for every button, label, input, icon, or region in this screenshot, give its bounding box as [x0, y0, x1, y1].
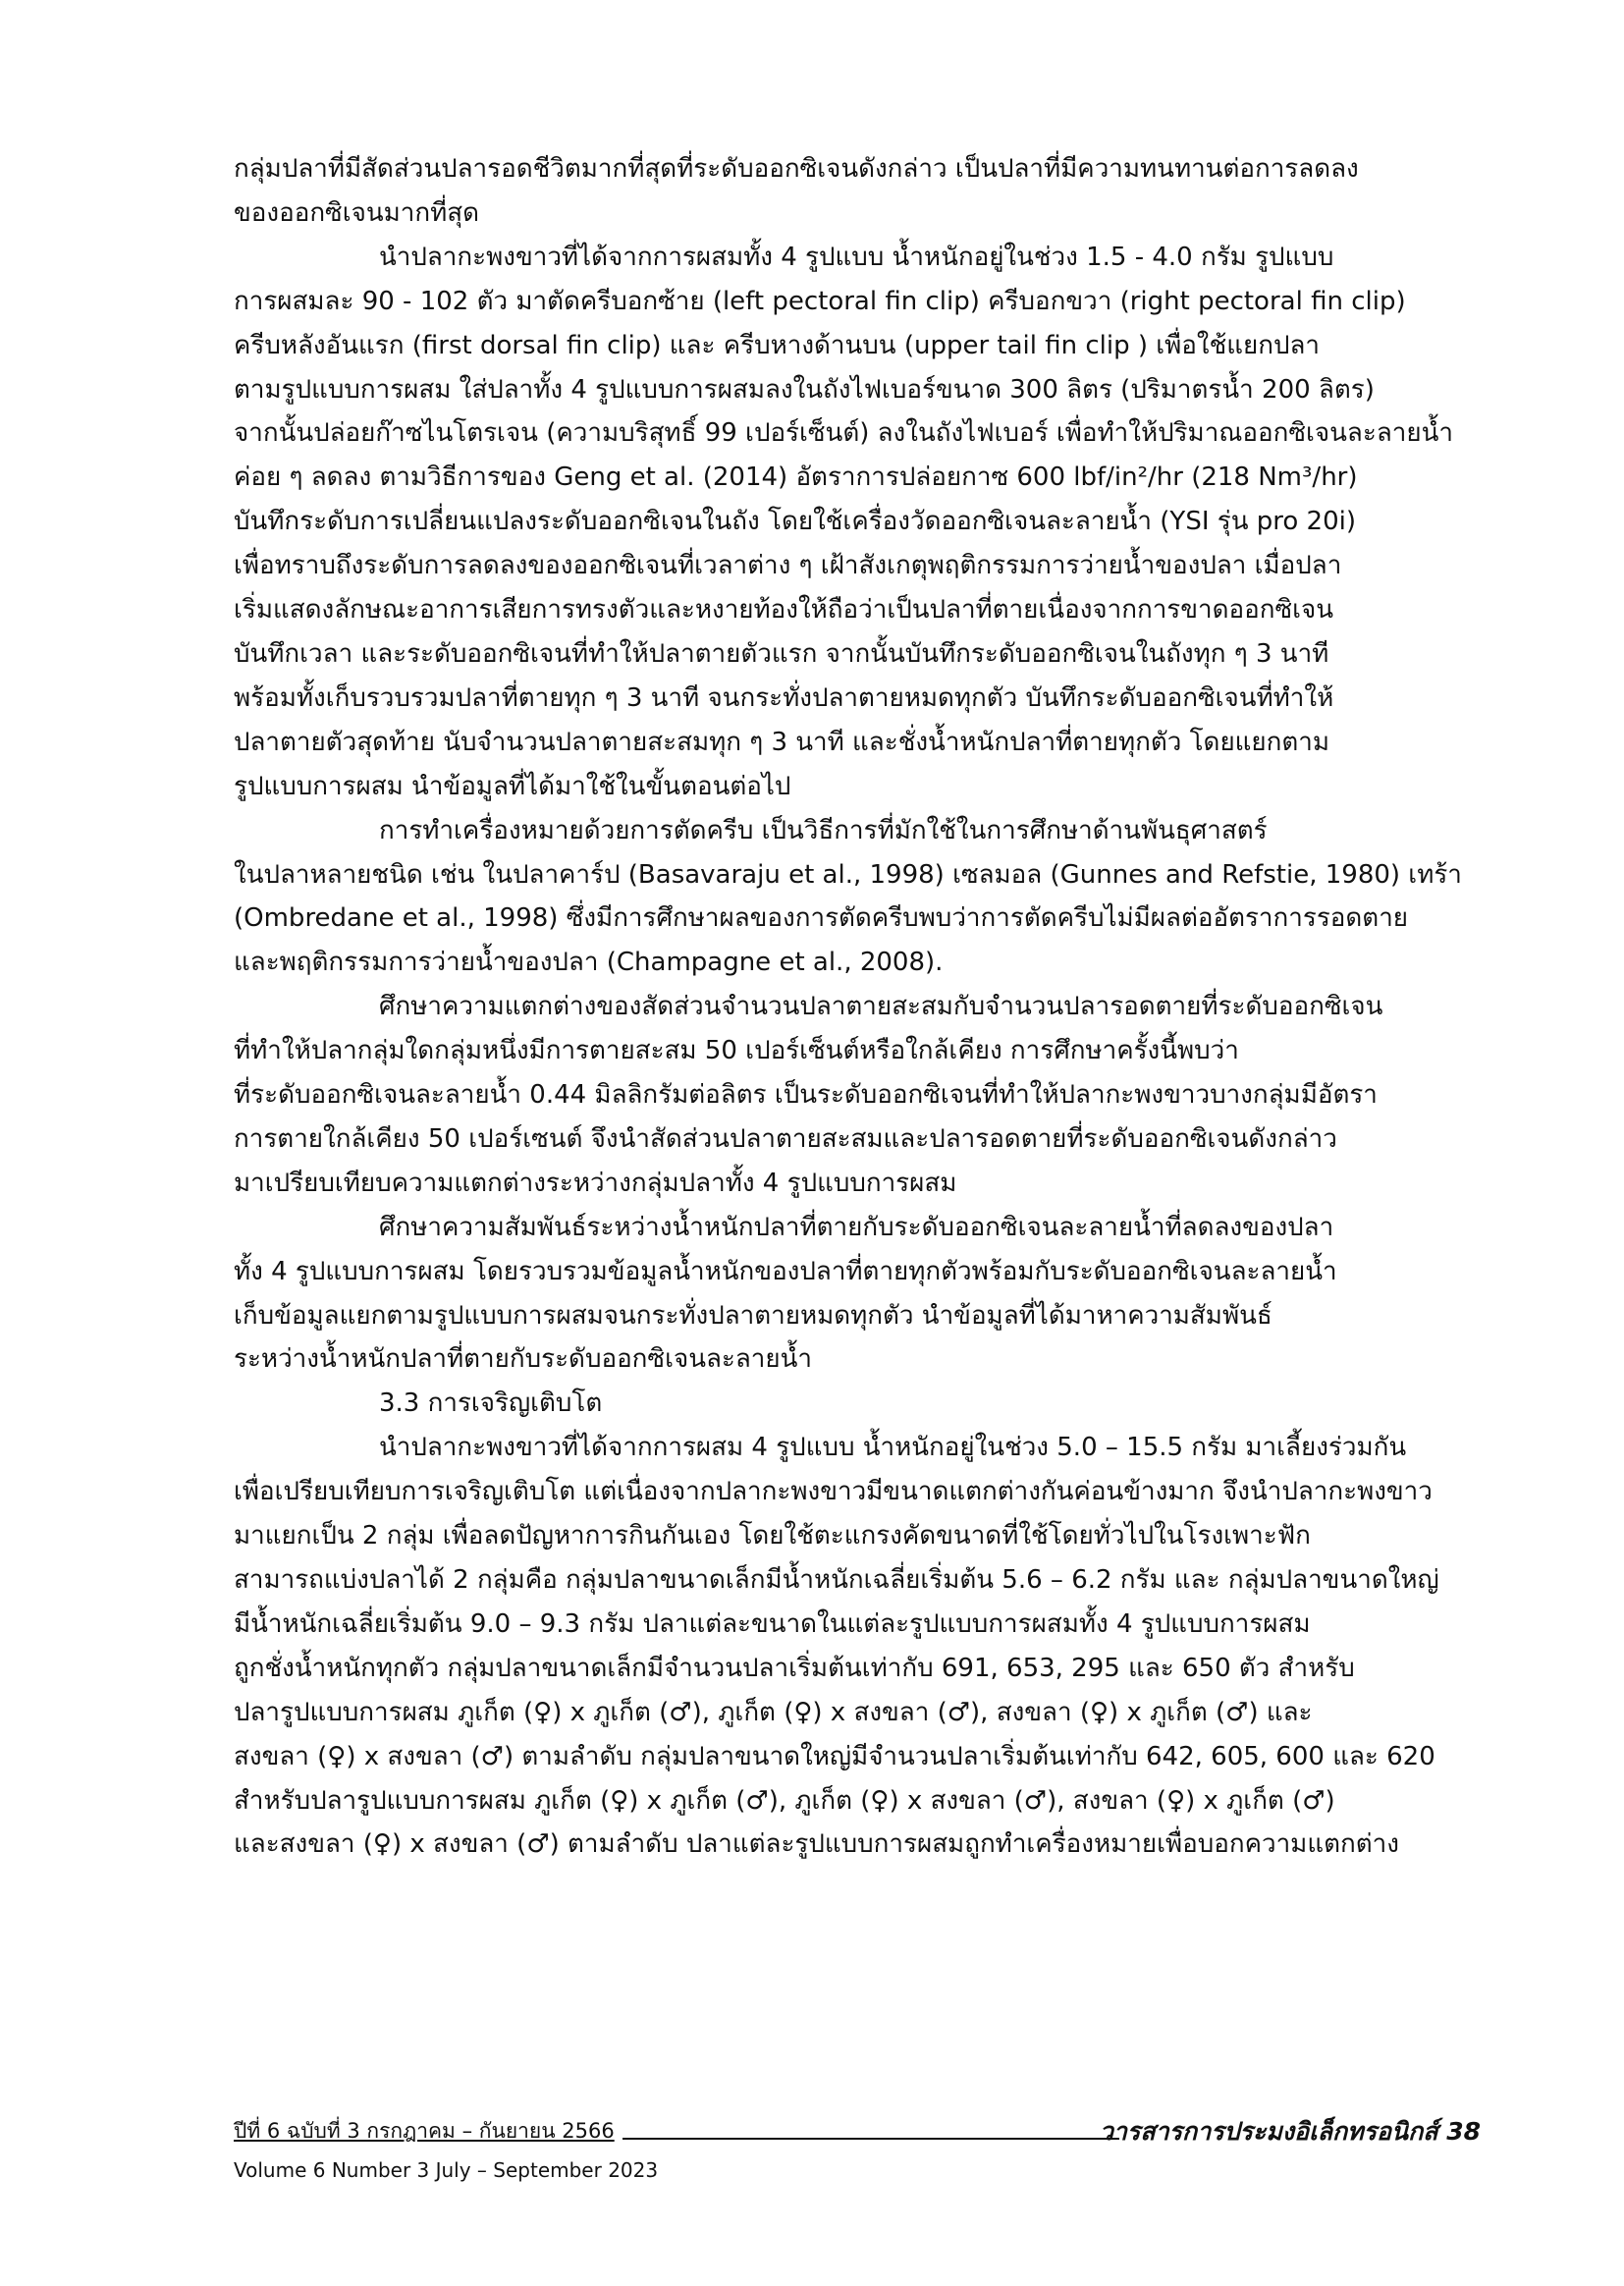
- footer-row: [234, 2115, 1481, 2154]
- text-line: ค่อย ๆ ลดลง ตามวิธีการของ Geng et al. (2014) อัตราการปล่อยกาซ 600 lbf/in²/hr (218 Nm³/hr): [234, 463, 1358, 493]
- text-line: มีน้ำหนักเฉลี่ยเริ่มต้น 9.0 – 9.3 กรัม ปลาแต่ละขนาดในแต่ละรูปแบบการผสมทั้ง 4 รูปแบบการผสม: [234, 1608, 1311, 1639]
- text-line: ของออกซิเจนมากที่สุด: [234, 197, 479, 228]
- text-line: สามารถแบ่งปลาได้ 2 กลุ่มคือ กลุ่มปลาขนาดเล็กมีน้ำหนักเฉลี่ยเริ่มต้น 5.6 – 6.2 กรัม และ กลุ่มปลาขนาดใหญ่: [234, 1565, 1439, 1595]
- text-line: การทำเครื่องหมายด้วยการตัดครีบ เป็นวิธีการที่มักใช้ในการศึกษาด้านพันธุศาสตร์: [379, 815, 1268, 845]
- text-line: กลุ่มปลาที่มีสัดส่วนปลารอดชีวิตมากที่สุดที่ระดับออกซิเจนดังกล่าว เป็นปลาที่มีความทนทานต่อการลดลง: [234, 154, 1359, 184]
- text-line: และสงขลา (♀) x สงขลา (♂) ตามลำดับ ปลาแต่ละรูปแบบการผสมถูกทำเครื่องหมายเพื่อบอกความแตกต่าง: [234, 1829, 1399, 1860]
- text-line: มาเปรียบเทียบความแตกต่างระหว่างกลุ่มปลาทั้ง 4 รูปแบบการผสม: [234, 1168, 957, 1198]
- text-line: รูปแบบการผสม นำข้อมูลที่ได้มาใช้ในขั้นตอนต่อไป: [234, 771, 791, 801]
- text-line: เพื่อเปรียบเทียบการเจริญเติบโต แต่เนื่องจากปลากะพงขาวมีขนาดแตกต่างกันค่อนข้างมาก จึงนำปลากะพงขาว: [234, 1477, 1433, 1507]
- text-line: เก็บข้อมูลแยกตามรูปแบบการผสมจนกระทั่งปลาตายหมดทุกตัว นำข้อมูลที่ได้มาหาความสัมพันธ์: [234, 1300, 1272, 1331]
- footer-divider: [623, 2138, 1119, 2140]
- text-line: และพฤติกรรมการว่ายน้ำของปลา (Champagne et al., 2008).: [234, 948, 944, 978]
- text-line: นำปลากะพงขาวที่ได้จากการผสมทั้ง 4 รูปแบบ น้ำหนักอยู่ในช่วง 1.5 - 4.0 กรัม รูปแบบ: [379, 242, 1334, 272]
- paragraph: [234, 1206, 1481, 1383]
- text-line: พร้อมทั้งเก็บรวบรวมปลาที่ตายทุก ๆ 3 นาที จนกระทั่งปลาตายหมดทุกตัว บันทึกระดับออกซิเจนที่ทำให้: [234, 682, 1334, 713]
- section-heading: 3.3 การเจริญเติบโต: [379, 1388, 603, 1419]
- text-line: ทั้ง 4 รูปแบบการผสม โดยรวบรวมข้อมูลน้ำหนักของปลาที่ตายทุกตัวพร้อมกับระดับออกซิเจนละลายน้ำ: [234, 1256, 1337, 1286]
- text-line: ถูกชั่งน้ำหนักทุกตัว กลุ่มปลาขนาดเล็กมีจำนวนปลาเริ่มต้นเท่ากับ 691, 653, 295 และ 650 ตัว สำหรับ: [234, 1653, 1355, 1683]
- text-line: (Ombredane et al., 1998) ซึ่งมีการศึกษาผลของการตัดครีบพบว่าการตัดครีบไม่มีผลต่ออัตราการรอดตาย: [234, 903, 1409, 934]
- text-line: บันทึกเวลา และระดับออกซิเจนที่ทำให้ปลาตายตัวแรก จากนั้นบันทึกระดับออกซิเจนในถังทุก ๆ 3 นาที: [234, 638, 1329, 669]
- text-line: ศึกษาความสัมพันธ์ระหว่างน้ำหนักปลาที่ตายกับระดับออกซิเจนละลายน้ำที่ลดลงของปลา: [379, 1212, 1334, 1242]
- text-line: การผสมละ 90 - 102 ตัว มาตัดครีบอกซ้าย (left pectoral fin clip) ครีบอกขวา (right pectoral fin clip): [234, 286, 1406, 316]
- text-line: ครีบหลังอันแรก (first dorsal fin clip) และ ครีบหางด้านบน (upper tail fin clip ) เพื่อใช้แยกปลา: [234, 330, 1321, 360]
- text-line: สงขลา (♀) x สงขลา (♂) ตามลำดับ กลุ่มปลาขนาดใหญ่มีจำนวนปลาเริ่มต้นเท่ากับ 642, 605, 600 และ 620: [234, 1741, 1435, 1771]
- paragraph: [234, 147, 1481, 236]
- text-line: ปลารูปแบบการผสม ภูเก็ต (♀) x ภูเก็ต (♂), ภูเก็ต (♀) x สงขลา (♂), สงขลา (♀) x ภูเก็ต (♂) และ: [234, 1697, 1313, 1727]
- text-line: เริ่มแสดงลักษณะอาการเสียการทรงตัวและหงายท้องให้ถือว่าเป็นปลาที่ตายเนื่องจากการขาดออกซิเจน: [234, 595, 1334, 626]
- paragraph: [234, 1426, 1481, 1867]
- text-line: ระหว่างน้ำหนักปลาที่ตายกับระดับออกซิเจนละลายน้ำ: [234, 1344, 812, 1375]
- paragraph: [234, 985, 1481, 1206]
- text-line: เพื่อทราบถึงระดับการลดลงของออกซิเจนที่เวลาต่าง ๆ เฝ้าสังเกตุพฤติกรรมการว่ายน้ำของปลา เมื่อปลา: [234, 551, 1342, 581]
- paragraph: [234, 236, 1481, 809]
- body-text: [234, 147, 1481, 1867]
- text-line: ศึกษาความแตกต่างของสัดส่วนจำนวนปลาตายสะสมกับจำนวนปลารอดตายที่ระดับออกซิเจน: [379, 992, 1383, 1022]
- text-line: บันทึกระดับการเปลี่ยนแปลงระดับออกซิเจนในถัง โดยใช้เครื่องวัดออกซิเจนละลายน้ำ (YSI รุ่น pro 20i): [234, 507, 1356, 537]
- text-line: การตายใกล้เคียง 50 เปอร์เซนต์ จึงนำสัดส่วนปลาตายสะสมและปลารอดตายที่ระดับออกซิเจนดังกล่าว: [234, 1123, 1337, 1154]
- text-line: จากนั้นปล่อยก๊าซไนโตรเจน (ความบริสุทธิ์ 99 เปอร์เซ็นต์) ลงในถังไฟเบอร์ เพื่อทำให้ปริมาณออกซิเจนละลายน้ำ: [234, 418, 1453, 449]
- issue-info-english: Volume 6 Number 3 July – September 2023: [234, 2158, 659, 2182]
- text-line: นำปลากะพงขาวที่ได้จากการผสม 4 รูปแบบ น้ำหนักอยู่ในช่วง 5.0 – 15.5 กรัม มาเลี้ยงร่วมกัน: [379, 1433, 1407, 1463]
- text-line: มาแยกเป็น 2 กลุ่ม เพื่อลดปัญหาการกินกันเอง โดยใช้ตะแกรงคัดขนาดที่ใช้โดยทั่วไปในโรงเพาะฟัก: [234, 1521, 1311, 1551]
- text-line: ตามรูปแบบการผสม ใส่ปลาทั้ง 4 รูปแบบการผสมลงในถังไฟเบอร์ขนาด 300 ลิตร (ปริมาตรน้ำ 200 ลิตร): [234, 374, 1375, 405]
- text-line: ที่ทำให้ปลากลุ่มใดกลุ่มหนึ่งมีการตายสะสม 50 เปอร์เซ็นต์หรือใกล้เคียง การศึกษาครั้งนี้พบว่า: [234, 1036, 1239, 1066]
- text-line: สำหรับปลารูปแบบการผสม ภูเก็ต (♀) x ภูเก็ต (♂), ภูเก็ต (♀) x สงขลา (♂), สงขลา (♀) x ภูเก็ต (♂): [234, 1785, 1335, 1816]
- issue-info-thai: ปีที่ 6 ฉบับที่ 3 กรกฎาคม – กันยายน 2566: [234, 2119, 615, 2143]
- paragraph: [234, 809, 1481, 986]
- page-footer: [234, 2115, 1481, 2182]
- text-line: ที่ระดับออกซิเจนละลายน้ำ 0.44 มิลลิกรัมต่อลิตร เป็นระดับออกซิเจนที่ทำให้ปลากะพงขาวบางกลุ่มมีอัตรา: [234, 1080, 1378, 1111]
- journal-page-number: วารสารการประมงอิเล็กทรอนิกส์ 38: [1099, 2117, 1481, 2146]
- text-line: ปลาตายตัวสุดท้าย นับจำนวนปลาตายสะสมทุก ๆ 3 นาที และชั่งน้ำหนักปลาที่ตายทุกตัว โดยแยกตาม: [234, 727, 1330, 757]
- text-line: ในปลาหลายชนิด เช่น ในปลาคาร์ป (Basavaraju et al., 1998) เซลมอล (Gunnes and Refstie, 1980) เทร้า: [234, 859, 1462, 890]
